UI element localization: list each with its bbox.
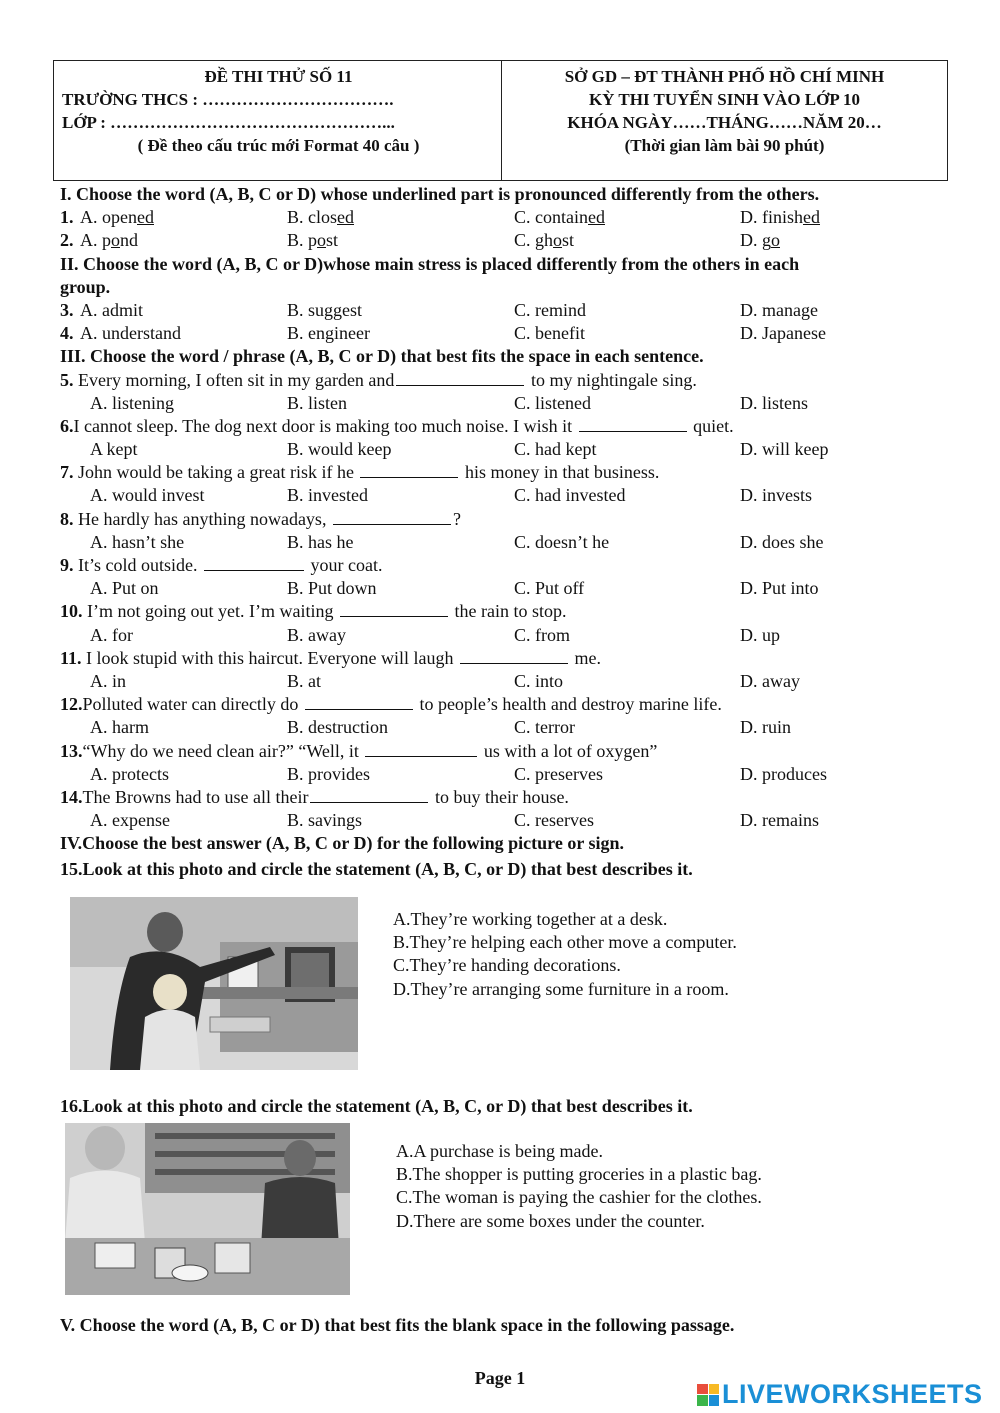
option-b[interactable]: B. Put down [287,578,377,599]
stem-after: me. [569,647,601,668]
question-number: 3. [60,299,74,320]
format-note: ( Đề theo cấu trúc mới Format 40 câu ) [137,136,420,155]
question-number: 14. [60,786,83,807]
option-c[interactable]: C.The woman is paying the cashier for the clothes. [396,1187,762,1208]
question-14-options [60,809,960,832]
stem-before: The Browns had to use all their [82,786,309,807]
question-2 [60,229,960,252]
option-a[interactable]: A. understand [80,323,181,344]
option-c[interactable]: C. terror [514,717,575,738]
answer-blank[interactable] [333,508,451,525]
option-a[interactable]: A. in [90,670,126,691]
option-b[interactable]: B. has he [287,531,354,552]
stem-after: to people’s health and destroy marine life. [414,694,722,715]
question-number: 9. [60,555,74,575]
option-d[interactable]: D. Put into [740,578,819,599]
answer-blank[interactable] [305,693,413,710]
question-8-stem [60,508,960,531]
option-c[interactable]: C. remind [514,299,586,320]
stem-after: your coat. [306,555,383,575]
exam-date: KHÓA NGÀY……THÁNG……NĂM 20… [567,113,882,132]
option-b[interactable]: B. post [287,230,339,251]
logo-icon [697,1384,719,1406]
question-10-options [60,624,960,647]
exam-title: ĐỀ THI THỬ SỐ 11 [204,67,353,86]
option-d[interactable]: D. finished [740,207,820,228]
question-number: 4. [60,323,74,344]
stem-after: to buy their house. [430,786,569,807]
question-13-options [60,763,960,786]
option-b[interactable]: B. provides [287,763,370,784]
option-d[interactable]: D. manage [740,299,818,320]
liveworksheets-logo[interactable] [697,1379,983,1410]
section-5-title: V. Choose the word (A, B, C or D) that best fits the blank space in the following passage. [60,1315,735,1335]
logo-square-4 [709,1395,720,1406]
option-d[interactable]: D. produces [740,763,827,784]
section-2-title: II. Choose the word (A, B, C or D)whose main stress is placed differently from the others in each [60,253,800,274]
option-b[interactable]: B. suggest [287,299,363,320]
header-right [502,61,947,180]
option-a[interactable]: A. listening [90,392,174,413]
option-c[interactable]: C. reserves [514,810,594,831]
exam-time: (Thời gian làm bài 90 phút) [624,136,825,155]
option-b[interactable]: B. destruction [287,717,388,738]
department: SỞ GD – ĐT THÀNH PHỐ HỒ CHÍ MINH [564,67,885,86]
option-c[interactable]: C. ghost [514,230,575,251]
option-d[interactable]: D. ruin [740,717,791,738]
question-number: 2. [60,230,74,251]
option-c[interactable]: C. had invested [514,485,626,506]
question-15-choices [393,908,737,1001]
exam-content [60,183,960,882]
option-a[interactable]: A.They’re working together at a desk. [393,909,668,929]
option-d[interactable]: D. does she [740,531,824,552]
question-11-stem [60,647,960,670]
question-10-stem [60,600,960,623]
question-3 [60,299,960,322]
question-13-stem [60,740,960,763]
answer-blank[interactable] [310,786,428,803]
question-7-stem [60,461,960,484]
question-9-stem [60,554,960,577]
option-a[interactable]: A. admit [80,299,143,320]
option-d[interactable]: D. remains [740,810,819,831]
option-c[interactable]: C. contained [514,207,605,228]
question-15-title: 15.Look at this photo and circle the statement (A, B, C, or D) that best describes it. [60,859,693,880]
option-c[interactable]: C. preserves [514,763,603,784]
question-number: 12. [60,694,83,715]
question-6-stem [60,415,960,438]
question-8-options [60,531,960,554]
stem-before: It’s cold outside. [73,555,202,575]
office-photo-illustration [70,897,358,1070]
question-number: 6. [60,415,74,436]
exam-header [53,60,948,181]
stem-after: his money in that business. [460,462,660,483]
answer-blank[interactable] [396,369,524,386]
stem-before: “Why do we need clean air?” “Well, it [82,740,364,761]
option-b[interactable]: B. closed [287,207,355,228]
question-9-options [60,577,960,600]
option-a[interactable]: A. Put on [90,578,159,599]
store-photo [65,1123,350,1295]
logo-square-2 [709,1384,720,1395]
stem-before: I’m not going out yet. I’m waiting [82,601,338,622]
option-a[interactable]: A. hasn’t she [90,531,185,552]
option-b[interactable]: B. at [287,670,321,691]
answer-blank[interactable] [365,740,477,757]
option-d[interactable]: D. invests [740,485,812,506]
option-c[interactable]: C. listened [514,392,591,413]
option-d[interactable]: D. away [740,670,800,691]
option-b[interactable]: B. engineer [287,323,370,344]
answer-blank[interactable] [460,647,568,664]
question-16-title: 16.Look at this photo and circle the statement (A, B, C, or D) that best describes it. [60,1096,693,1116]
option-c[interactable]: C. into [514,670,564,691]
question-4 [60,322,960,345]
option-b[interactable]: B.The shopper is putting groceries in a plastic bag. [396,1164,762,1185]
stem-after: the rain to stop. [449,601,567,622]
store-photo-illustration [65,1123,350,1295]
school-line: TRƯỜNG THCS : ……………………………. [62,90,394,109]
option-a[interactable]: A. protects [90,763,169,784]
option-d[interactable]: D. will keep [740,439,829,460]
section-1-title: I. Choose the word (A, B, C or D) whose underlined part is pronounced differently from the others. [60,184,820,204]
answer-blank[interactable] [579,415,687,432]
question-12-options [60,716,960,739]
office-photo [70,897,358,1070]
question-1 [60,206,960,229]
option-b[interactable]: B. invested [287,485,368,506]
option-a[interactable]: A kept [90,439,138,460]
option-d[interactable]: D. up [740,624,780,645]
option-a[interactable]: A. expense [90,810,170,831]
option-c[interactable]: C. doesn’t he [514,531,610,552]
logo-square-1 [697,1384,708,1395]
option-b[interactable]: B. listen [287,392,348,413]
option-a[interactable]: A. opened [80,207,154,228]
question-number: 10. [60,601,83,622]
question-12-stem [60,693,960,716]
option-c[interactable]: C. Put off [514,578,585,599]
option-c[interactable]: C. from [514,624,570,645]
question-11-options [60,670,960,693]
answer-blank[interactable] [360,461,458,478]
logo-text: LIVEWORKSHEETS [722,1379,983,1409]
option-a[interactable]: A. would invest [90,485,205,506]
stem-after: us with a lot of oxygen” [479,740,658,761]
stem-before: I cannot sleep. The dog next door is making too much noise. I wish it [73,415,577,436]
option-a[interactable]: A. pond [80,230,138,251]
option-a[interactable]: A. harm [90,717,149,738]
answer-blank[interactable] [340,600,448,617]
option-b[interactable]: B. would keep [287,439,392,460]
question-16-choices [396,1140,762,1233]
question-number: 5. [60,369,74,390]
header-left [54,61,502,180]
option-d[interactable]: D. listens [740,392,809,413]
option-c[interactable]: C. had kept [514,439,597,460]
class-line: LỚP : …………………………………………... [62,113,395,132]
question-6-options [60,438,960,461]
question-number: 7. [60,462,74,483]
question-7-options [60,484,960,507]
option-c[interactable]: C.They’re handing decorations. [393,955,621,976]
question-number: 11. [60,647,82,668]
option-d[interactable]: D.There are some boxes under the counter. [396,1210,705,1231]
section-4-title: IV.Choose the best answer (A, B, C or D) for the following picture or sign. [60,833,625,854]
stem-after: to my nightingale sing. [526,369,697,390]
stem-before: He hardly has anything nowadays, [73,508,331,529]
stem-before: John would be taking a great risk if he [73,462,359,483]
answer-blank[interactable] [204,554,304,571]
stem-before: Polluted water can directly do [82,694,303,715]
logo-square-3 [697,1395,708,1406]
option-d[interactable]: D. Japanese [740,323,826,344]
question-5-options [60,392,960,415]
stem-after: ? [452,508,461,529]
option-c[interactable]: C. benefit [514,323,585,344]
stem-before: I look stupid with this haircut. Everyone will laugh [81,647,458,668]
option-d[interactable]: D. go [740,230,780,251]
section-2-title-cont: group. [60,276,111,297]
stem-after: quiet. [688,415,734,436]
question-5-stem [60,369,960,392]
question-14-stem [60,786,960,809]
question-number: 1. [60,207,74,228]
question-number: 13. [60,740,83,761]
option-b[interactable]: B. away [287,624,346,645]
section-3-title: III. Choose the word / phrase (A, B, C or D) that best fits the space in each sentence. [60,346,704,367]
page-number: Page 1 [474,1368,526,1388]
exam-name: KỲ THI TUYỂN SINH VÀO LỚP 10 [588,90,861,109]
option-b[interactable]: B.They’re helping each other move a computer. [393,932,737,953]
question-number: 8. [60,508,74,529]
option-b[interactable]: B. savings [287,810,363,831]
option-a[interactable]: A. for [90,624,133,645]
option-a[interactable]: A.A purchase is being made. [396,1141,603,1161]
option-d[interactable]: D.They’re arranging some furniture in a room. [393,978,729,999]
stem-before: Every morning, I often sit in my garden and [73,369,395,390]
